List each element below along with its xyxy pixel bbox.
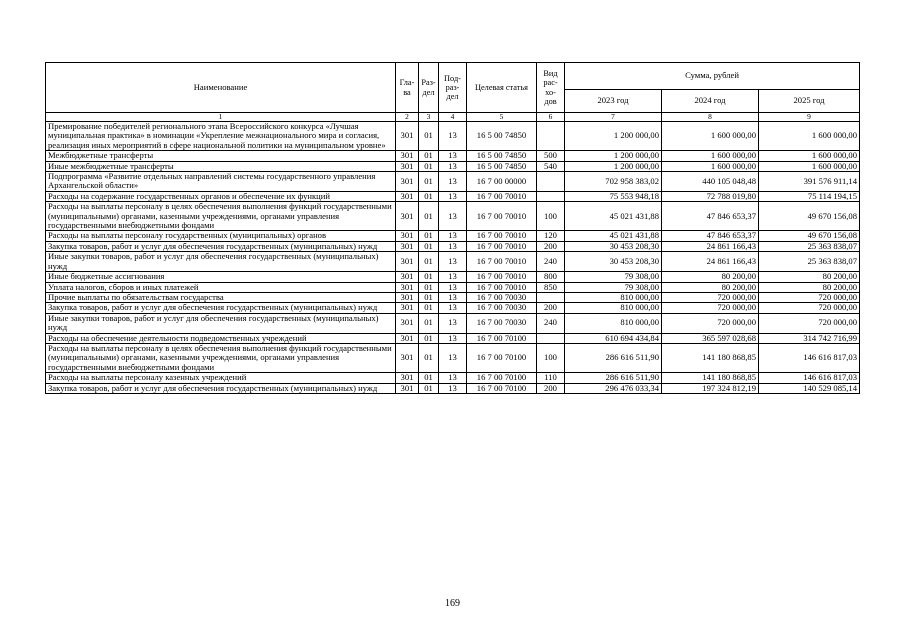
row-celevaya: 16 7 00 70010 <box>467 241 537 251</box>
row-sum-2024: 80 200,00 <box>662 272 759 282</box>
row-vid: 500 <box>537 151 565 161</box>
row-name: Премирование победителей регионального этапа Всероссийского конкурса «Лучшая муниципальная практика» в номинации «Укрепление межнационального мира и согласия, реализация иных мероприятий в сфере национальной политики на муниципальном уровне» <box>46 122 396 151</box>
row-celevaya: 16 7 00 70010 <box>467 272 537 282</box>
row-glava: 301 <box>396 161 419 171</box>
table-body <box>46 122 860 394</box>
header-year-2025: 2025 год <box>759 90 860 113</box>
row-razdel: 01 <box>419 122 439 151</box>
row-sum-2023: 610 694 434,84 <box>565 333 662 343</box>
row-sum-2023: 810 000,00 <box>565 292 662 302</box>
row-glava: 301 <box>396 202 419 231</box>
row-name: Прочие выплаты по обязательствам государства <box>46 292 396 302</box>
table-row <box>46 292 860 302</box>
row-sum-2025: 146 616 817,03 <box>759 343 860 372</box>
row-sum-2024: 72 788 019,80 <box>662 191 759 201</box>
row-vid: 240 <box>537 313 565 333</box>
row-glava: 301 <box>396 343 419 372</box>
row-podrazdel: 13 <box>439 122 467 151</box>
row-sum-2023: 702 958 383,02 <box>565 172 662 192</box>
row-vid: 540 <box>537 161 565 171</box>
row-sum-2023: 286 616 511,90 <box>565 343 662 372</box>
col-num: 1 <box>46 113 396 122</box>
row-sum-2025: 391 576 911,14 <box>759 172 860 192</box>
row-vid: 200 <box>537 303 565 313</box>
row-sum-2025: 80 200,00 <box>759 282 860 292</box>
row-podrazdel: 13 <box>439 191 467 201</box>
row-celevaya: 16 7 00 70100 <box>467 373 537 383</box>
row-celevaya: 16 7 00 70100 <box>467 333 537 343</box>
row-sum-2023: 286 616 511,90 <box>565 373 662 383</box>
row-podrazdel: 13 <box>439 231 467 241</box>
row-sum-2025: 49 670 156,08 <box>759 202 860 231</box>
row-sum-2024: 720 000,00 <box>662 292 759 302</box>
row-podrazdel: 13 <box>439 333 467 343</box>
row-razdel: 01 <box>419 151 439 161</box>
row-sum-2023: 30 453 208,30 <box>565 252 662 272</box>
row-celevaya: 16 5 00 74850 <box>467 151 537 161</box>
row-podrazdel: 13 <box>439 202 467 231</box>
budget-table <box>45 62 860 394</box>
row-razdel: 01 <box>419 252 439 272</box>
row-vid <box>537 122 565 151</box>
row-razdel: 01 <box>419 343 439 372</box>
row-vid <box>537 172 565 192</box>
row-sum-2024: 47 846 653,37 <box>662 202 759 231</box>
row-name: Подпрограмма «Развитие отдельных направлений системы государственного управления Архангельской области» <box>46 172 396 192</box>
row-sum-2024: 197 324 812,19 <box>662 383 759 393</box>
row-sum-2025: 80 200,00 <box>759 272 860 282</box>
table-row <box>46 191 860 201</box>
row-name: Расходы на выплаты персоналу в целях обеспечения выполнения функций государственными (муниципальными) органами, казенными учреждениями, органами управления государственными внебюджетными фондами <box>46 202 396 231</box>
table-row <box>46 241 860 251</box>
row-razdel: 01 <box>419 172 439 192</box>
row-sum-2023: 79 308,00 <box>565 272 662 282</box>
row-podrazdel: 13 <box>439 282 467 292</box>
row-glava: 301 <box>396 313 419 333</box>
row-name: Иные закупки товаров, работ и услуг для обеспечения государственных (муниципальных) нужд <box>46 252 396 272</box>
table-row <box>46 231 860 241</box>
row-sum-2025: 720 000,00 <box>759 303 860 313</box>
row-glava: 301 <box>396 231 419 241</box>
table-row <box>46 161 860 171</box>
header-razdel: Раз- дел <box>419 63 439 113</box>
header-summa: Сумма, рублей <box>565 63 860 90</box>
table-row <box>46 172 860 192</box>
row-celevaya: 16 7 00 70100 <box>467 343 537 372</box>
row-celevaya: 16 7 00 00000 <box>467 172 537 192</box>
row-sum-2023: 79 308,00 <box>565 282 662 292</box>
row-glava: 301 <box>396 292 419 302</box>
row-podrazdel: 13 <box>439 383 467 393</box>
row-glava: 301 <box>396 151 419 161</box>
col-num: 5 <box>467 113 537 122</box>
row-sum-2024: 24 861 166,43 <box>662 241 759 251</box>
row-sum-2023: 810 000,00 <box>565 313 662 333</box>
row-glava: 301 <box>396 252 419 272</box>
row-glava: 301 <box>396 333 419 343</box>
row-celevaya: 16 7 00 70010 <box>467 202 537 231</box>
table-row <box>46 272 860 282</box>
table-row <box>46 122 860 151</box>
row-sum-2025: 25 363 838,07 <box>759 252 860 272</box>
table-row <box>46 313 860 333</box>
row-glava: 301 <box>396 272 419 282</box>
row-sum-2025: 1 600 000,00 <box>759 161 860 171</box>
row-razdel: 01 <box>419 191 439 201</box>
row-celevaya: 16 7 00 70010 <box>467 231 537 241</box>
row-razdel: 01 <box>419 333 439 343</box>
row-glava: 301 <box>396 303 419 313</box>
row-sum-2024: 1 600 000,00 <box>662 151 759 161</box>
row-sum-2024: 1 600 000,00 <box>662 161 759 171</box>
row-podrazdel: 13 <box>439 241 467 251</box>
table-row <box>46 383 860 393</box>
header-year-2024: 2024 год <box>662 90 759 113</box>
row-vid: 850 <box>537 282 565 292</box>
row-sum-2023: 1 200 000,00 <box>565 151 662 161</box>
row-sum-2025: 314 742 716,99 <box>759 333 860 343</box>
row-glava: 301 <box>396 241 419 251</box>
row-celevaya: 16 7 00 70030 <box>467 292 537 302</box>
col-num: 8 <box>662 113 759 122</box>
row-razdel: 01 <box>419 292 439 302</box>
row-sum-2025: 720 000,00 <box>759 313 860 333</box>
row-podrazdel: 13 <box>439 303 467 313</box>
row-sum-2025: 49 670 156,08 <box>759 231 860 241</box>
row-sum-2023: 45 021 431,88 <box>565 231 662 241</box>
table-row <box>46 333 860 343</box>
row-sum-2024: 47 846 653,37 <box>662 231 759 241</box>
row-name: Иные закупки товаров, работ и услуг для обеспечения государственных (муниципальных) нужд <box>46 313 396 333</box>
column-numbers-row <box>46 113 860 122</box>
row-podrazdel: 13 <box>439 272 467 282</box>
table-row <box>46 373 860 383</box>
row-vid <box>537 292 565 302</box>
col-num: 3 <box>419 113 439 122</box>
header-vid: Вид рас- хо- дов <box>537 63 565 113</box>
row-sum-2024: 141 180 868,85 <box>662 343 759 372</box>
row-sum-2023: 296 476 033,34 <box>565 383 662 393</box>
row-sum-2025: 720 000,00 <box>759 292 860 302</box>
row-glava: 301 <box>396 191 419 201</box>
row-sum-2024: 440 105 048,48 <box>662 172 759 192</box>
row-sum-2023: 30 453 208,30 <box>565 241 662 251</box>
row-sum-2023: 75 553 948,18 <box>565 191 662 201</box>
row-name: Иные бюджетные ассигнования <box>46 272 396 282</box>
row-celevaya: 16 5 00 74850 <box>467 122 537 151</box>
row-glava: 301 <box>396 373 419 383</box>
row-celevaya: 16 5 00 74850 <box>467 161 537 171</box>
row-podrazdel: 13 <box>439 161 467 171</box>
table-row <box>46 282 860 292</box>
row-glava: 301 <box>396 122 419 151</box>
row-sum-2025: 25 363 838,07 <box>759 241 860 251</box>
table-row <box>46 343 860 372</box>
header-celevaya: Целевая статья <box>467 63 537 113</box>
row-razdel: 01 <box>419 241 439 251</box>
row-razdel: 01 <box>419 373 439 383</box>
row-name: Расходы на выплаты персоналу казенных учреждений <box>46 373 396 383</box>
row-name: Уплата налогов, сборов и иных платежей <box>46 282 396 292</box>
table-row <box>46 303 860 313</box>
row-vid: 240 <box>537 252 565 272</box>
row-podrazdel: 13 <box>439 313 467 333</box>
row-name: Иные межбюджетные трансферты <box>46 161 396 171</box>
row-sum-2023: 45 021 431,88 <box>565 202 662 231</box>
row-razdel: 01 <box>419 161 439 171</box>
row-celevaya: 16 7 00 70030 <box>467 303 537 313</box>
header-podrazdel: Под- раз- дел <box>439 63 467 113</box>
row-sum-2024: 24 861 166,43 <box>662 252 759 272</box>
row-sum-2023: 810 000,00 <box>565 303 662 313</box>
table-row <box>46 151 860 161</box>
row-sum-2024: 1 600 000,00 <box>662 122 759 151</box>
row-vid <box>537 333 565 343</box>
row-vid: 200 <box>537 241 565 251</box>
row-vid: 120 <box>537 231 565 241</box>
row-razdel: 01 <box>419 202 439 231</box>
row-razdel: 01 <box>419 231 439 241</box>
row-podrazdel: 13 <box>439 252 467 272</box>
col-num: 4 <box>439 113 467 122</box>
row-glava: 301 <box>396 172 419 192</box>
row-sum-2024: 80 200,00 <box>662 282 759 292</box>
row-sum-2024: 720 000,00 <box>662 313 759 333</box>
row-sum-2025: 146 616 817,03 <box>759 373 860 383</box>
row-name: Закупка товаров, работ и услуг для обеспечения государственных (муниципальных) нужд <box>46 303 396 313</box>
row-sum-2025: 1 600 000,00 <box>759 151 860 161</box>
row-vid: 100 <box>537 343 565 372</box>
col-num: 9 <box>759 113 860 122</box>
row-celevaya: 16 7 00 70010 <box>467 191 537 201</box>
table-row <box>46 252 860 272</box>
row-vid: 110 <box>537 373 565 383</box>
header-glava: Гла- ва <box>396 63 419 113</box>
row-sum-2025: 1 600 000,00 <box>759 122 860 151</box>
row-celevaya: 16 7 00 70010 <box>467 282 537 292</box>
row-sum-2025: 140 529 085,14 <box>759 383 860 393</box>
row-name: Расходы на выплаты персоналу государственных (муниципальных) органов <box>46 231 396 241</box>
row-podrazdel: 13 <box>439 292 467 302</box>
table-row <box>46 202 860 231</box>
row-vid: 100 <box>537 202 565 231</box>
row-podrazdel: 13 <box>439 373 467 383</box>
header-name: Наименование <box>46 63 396 113</box>
page-number: 169 <box>445 598 460 609</box>
row-glava: 301 <box>396 282 419 292</box>
row-razdel: 01 <box>419 313 439 333</box>
row-podrazdel: 13 <box>439 151 467 161</box>
row-celevaya: 16 7 00 70100 <box>467 383 537 393</box>
row-razdel: 01 <box>419 272 439 282</box>
row-razdel: 01 <box>419 383 439 393</box>
row-sum-2025: 75 114 194,15 <box>759 191 860 201</box>
row-podrazdel: 13 <box>439 172 467 192</box>
row-razdel: 01 <box>419 282 439 292</box>
row-name: Межбюджетные трансферты <box>46 151 396 161</box>
row-glava: 301 <box>396 383 419 393</box>
row-celevaya: 16 7 00 70010 <box>467 252 537 272</box>
col-num: 2 <box>396 113 419 122</box>
col-num: 6 <box>537 113 565 122</box>
row-sum-2024: 141 180 868,85 <box>662 373 759 383</box>
row-vid: 200 <box>537 383 565 393</box>
row-name: Закупка товаров, работ и услуг для обеспечения государственных (муниципальных) нужд <box>46 383 396 393</box>
col-num: 7 <box>565 113 662 122</box>
row-razdel: 01 <box>419 303 439 313</box>
row-vid <box>537 191 565 201</box>
row-vid: 800 <box>537 272 565 282</box>
row-sum-2023: 1 200 000,00 <box>565 122 662 151</box>
row-sum-2024: 720 000,00 <box>662 303 759 313</box>
row-name: Расходы на выплаты персоналу в целях обеспечения выполнения функций государственными (муниципальными) органами, казенными учреждениями, органами управления государственными внебюджетными фондами <box>46 343 396 372</box>
row-celevaya: 16 7 00 70030 <box>467 313 537 333</box>
row-name: Расходы на содержание государственных органов и обеспечение их функций <box>46 191 396 201</box>
header-year-2023: 2023 год <box>565 90 662 113</box>
row-sum-2024: 365 597 028,68 <box>662 333 759 343</box>
row-sum-2023: 1 200 000,00 <box>565 161 662 171</box>
row-podrazdel: 13 <box>439 343 467 372</box>
row-name: Закупка товаров, работ и услуг для обеспечения государственных (муниципальных) нужд <box>46 241 396 251</box>
row-name: Расходы на обеспечение деятельности подведомственных учреждений <box>46 333 396 343</box>
